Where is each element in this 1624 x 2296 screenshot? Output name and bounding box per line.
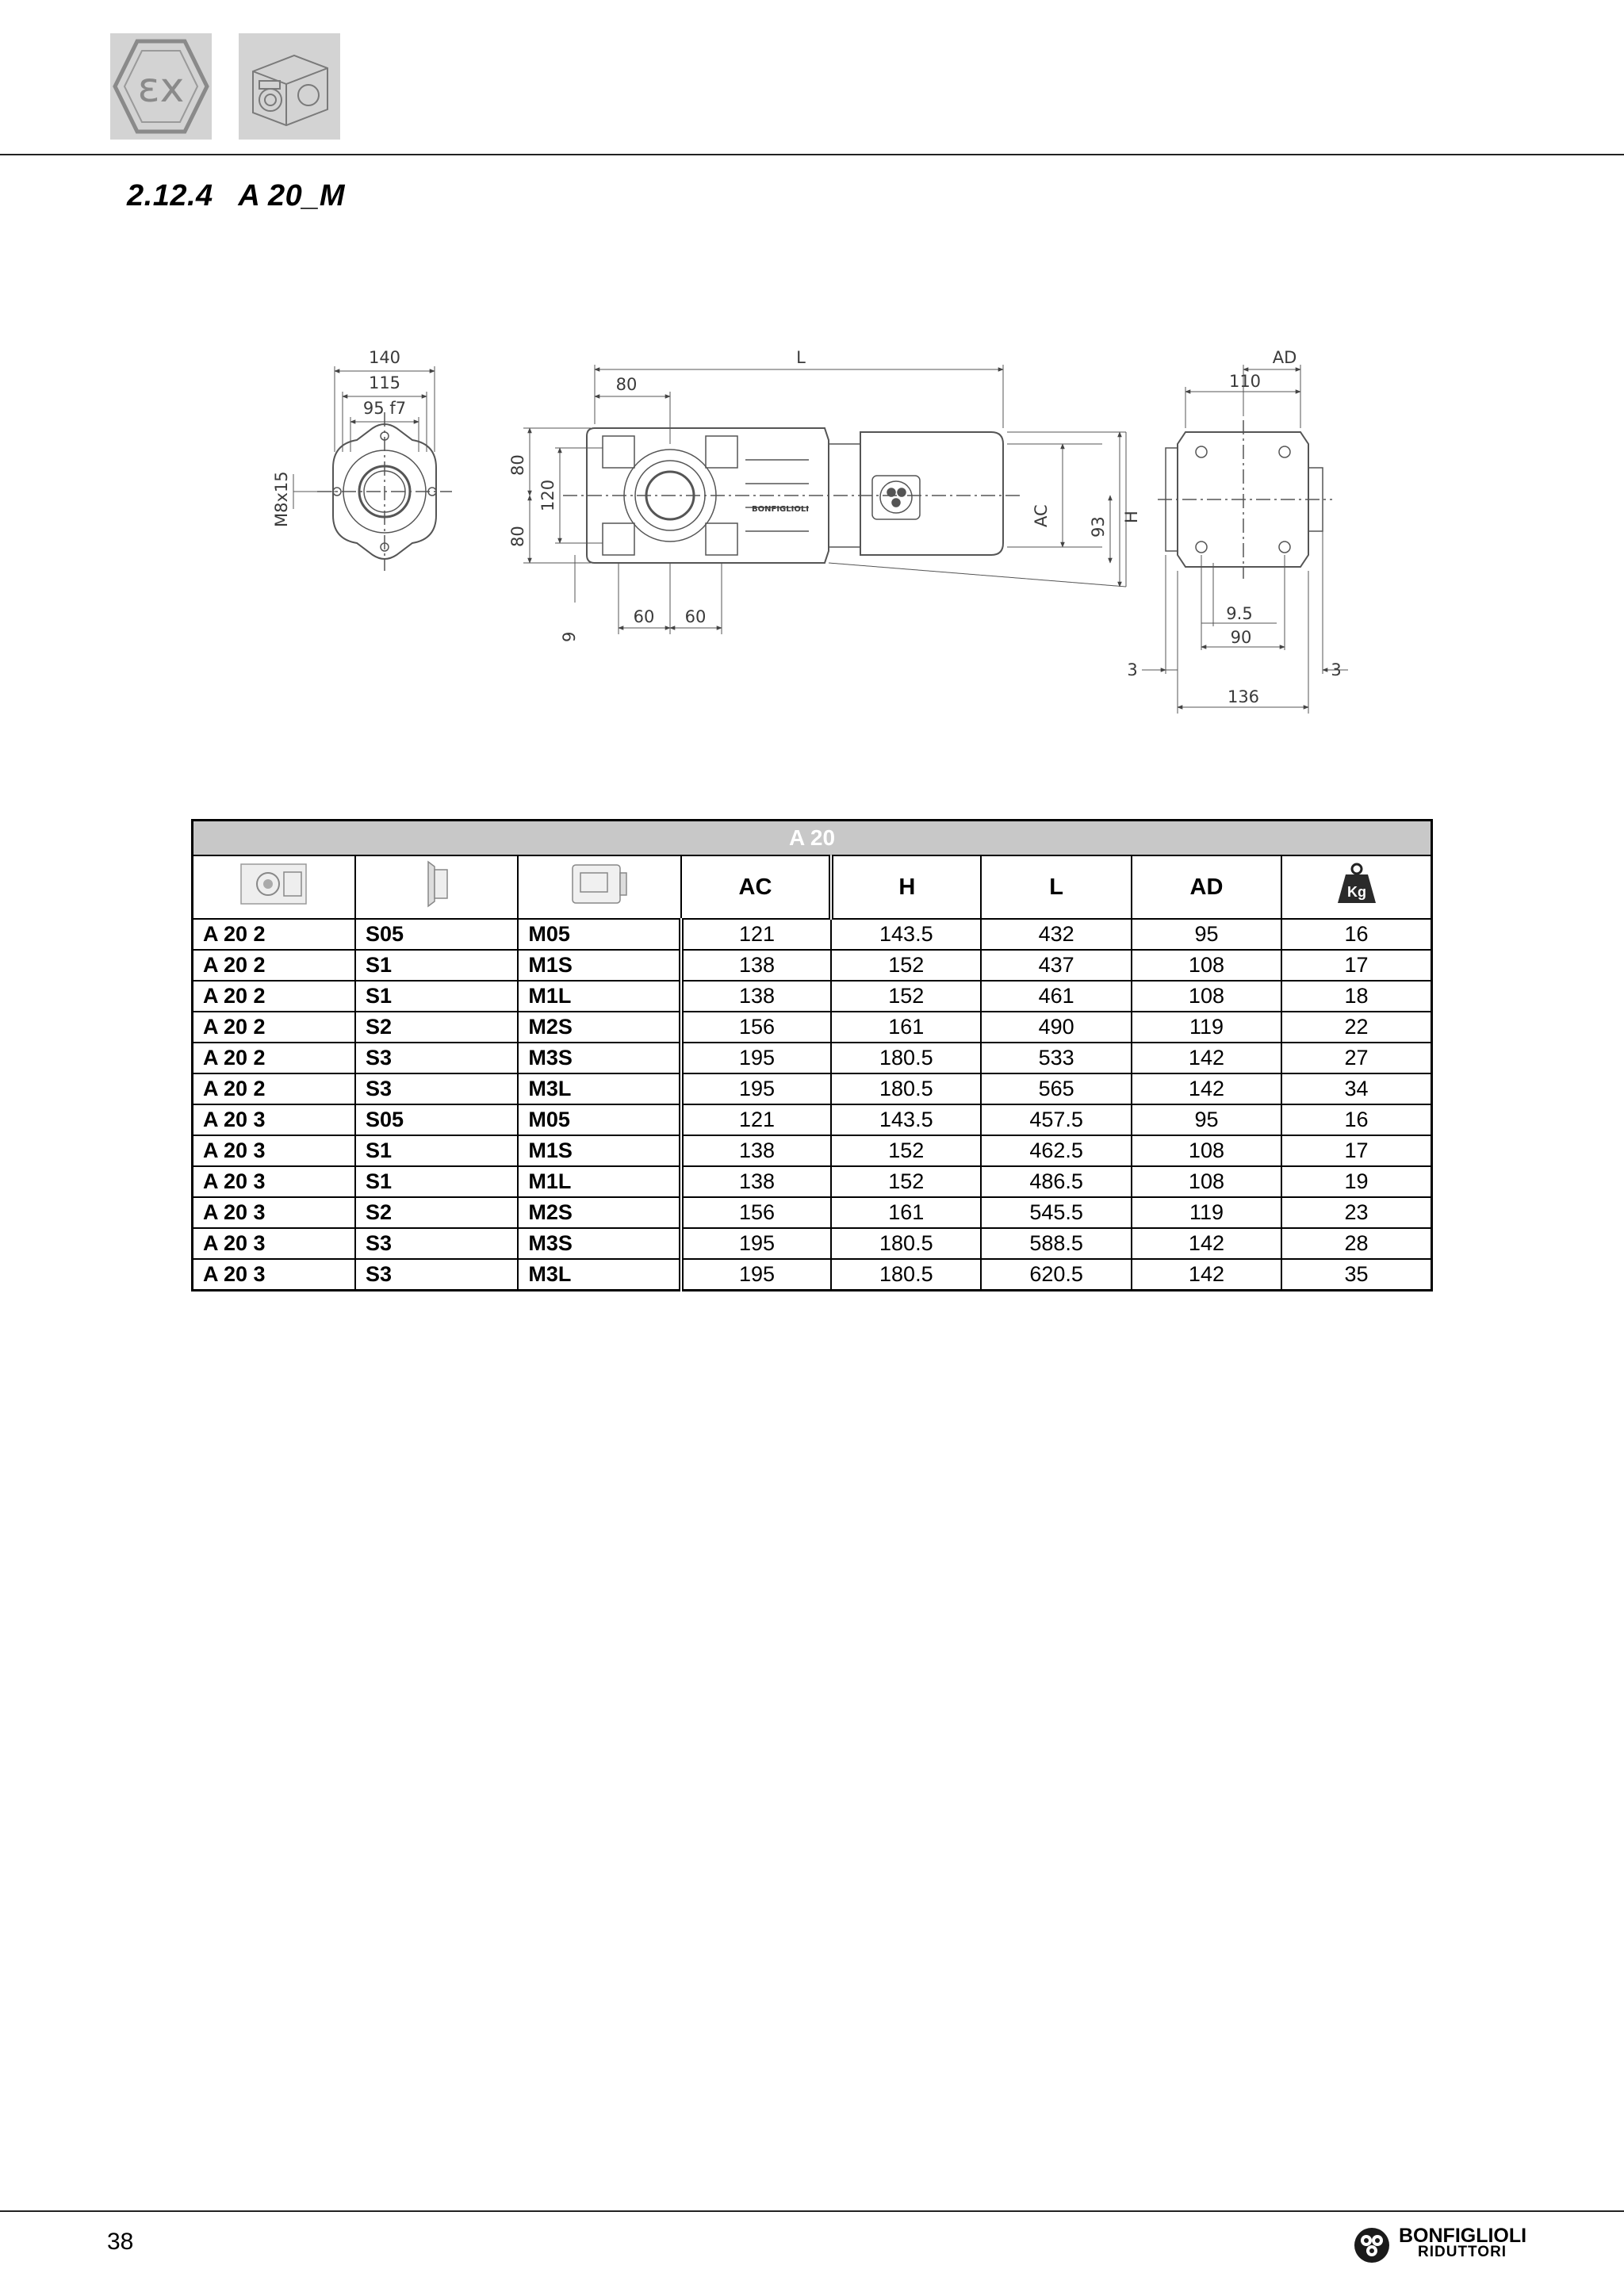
dimensions-table [191,819,1433,1292]
ad-cell: 108 [1132,1166,1281,1197]
dim-110-label: 110 [1228,372,1262,391]
dim-95-label: 95 f7 [362,399,407,418]
flange-cell: S05 [355,919,518,950]
table-row [193,1012,1432,1043]
ac-cell: 138 [681,981,831,1012]
flange-cell: S1 [355,950,518,981]
l-cell: 486.5 [981,1166,1131,1197]
ad-cell: 142 [1132,1043,1281,1073]
table-row [193,1043,1432,1073]
dim-60a-label: 60 [633,607,655,626]
motor-cell: M1L [518,1166,680,1197]
weight-cell: 23 [1281,1197,1431,1228]
motor-cell: M2S [518,1012,680,1043]
size-cell: A 20 3 [193,1228,355,1259]
dim-AD-label: AD [1272,348,1297,367]
motor-cell: M3S [518,1043,680,1073]
motor-cell: M05 [518,919,680,950]
table-row [193,950,1432,981]
ad-cell: 142 [1132,1073,1281,1104]
table-title: A 20 [193,821,1432,856]
header-rule [0,154,1624,155]
h-cell: 152 [831,981,981,1012]
size-cell: A 20 3 [193,1135,355,1166]
section-name: A 20_M [238,179,346,212]
dim-3-right-label: 3 [1331,660,1342,679]
l-cell: 620.5 [981,1259,1131,1291]
ac-cell: 195 [681,1259,831,1291]
dim-115-label: 115 [368,373,401,392]
ac-cell: 121 [681,919,831,950]
table-row [193,1135,1432,1166]
weight-cell: 22 [1281,1012,1431,1043]
weight-cell: 17 [1281,950,1431,981]
flange-cell: S05 [355,1104,518,1135]
size-cell: A 20 2 [193,1012,355,1043]
header-AD: AD [1132,855,1281,919]
l-cell: 462.5 [981,1135,1131,1166]
weight-cell: 19 [1281,1166,1431,1197]
size-cell: A 20 2 [193,950,355,981]
dim-140-label: 140 [368,348,401,367]
flange-cell: S1 [355,1166,518,1197]
weight-cell: 28 [1281,1228,1431,1259]
motor-icon [518,855,680,919]
ad-cell: 108 [1132,950,1281,981]
h-cell: 161 [831,1012,981,1043]
ad-cell: 142 [1132,1259,1281,1291]
brand-plate-label: BONFIGLIOLI [752,505,809,514]
ac-cell: 121 [681,1104,831,1135]
h-cell: 152 [831,950,981,981]
dim-80-upper-label: 80 [508,454,527,476]
dim-90-label: 90 [1230,628,1252,647]
h-cell: 180.5 [831,1073,981,1104]
h-cell: 152 [831,1166,981,1197]
motor-cell: M3S [518,1228,680,1259]
table-row [193,1228,1432,1259]
motor-cell: M05 [518,1104,680,1135]
h-cell: 180.5 [831,1228,981,1259]
size-cell: A 20 2 [193,919,355,950]
front-view [293,366,452,571]
ac-cell: 138 [681,950,831,981]
weight-cell: 27 [1281,1043,1431,1073]
ad-cell: 119 [1132,1197,1281,1228]
svg-text:εx: εx [137,64,185,112]
ex-atex-icon [110,33,212,140]
motor-cell: M3L [518,1073,680,1104]
ac-cell: 156 [681,1012,831,1043]
dim-9-label: 9 [560,631,579,642]
dim-136-label: 136 [1227,687,1260,706]
ac-cell: 195 [681,1043,831,1073]
gearmotor-icon [239,33,340,140]
size-cell: A 20 2 [193,1043,355,1073]
dim-H-label: H [1122,511,1141,523]
weight-icon-label: Kg [1346,884,1366,900]
page-number: 38 [107,2229,134,2255]
l-cell: 437 [981,950,1131,981]
header-L: L [981,855,1131,919]
brand-sub: RIDUTTORI [1418,2244,1507,2260]
ad-cell: 108 [1132,981,1281,1012]
dim-93-label: 93 [1089,516,1108,538]
header-AC: AC [681,855,831,919]
ac-cell: 195 [681,1228,831,1259]
ad-cell: 108 [1132,1135,1281,1166]
dim-9-5-label: 9.5 [1226,604,1253,623]
h-cell: 143.5 [831,1104,981,1135]
l-cell: 432 [981,919,1131,950]
section-title [127,179,345,213]
dim-80-lower-label: 80 [508,526,527,547]
technical-drawing [254,333,1396,721]
h-cell: 143.5 [831,919,981,950]
size-cell: A 20 3 [193,1104,355,1135]
weight-icon [1281,855,1431,919]
brand-logo [1353,2225,1527,2264]
side-view [523,365,1126,634]
ad-cell: 119 [1132,1012,1281,1043]
dim-AC-label: AC [1032,504,1051,527]
ac-cell: 195 [681,1073,831,1104]
h-cell: 161 [831,1197,981,1228]
size-cell: A 20 3 [193,1197,355,1228]
flange-cell: S1 [355,981,518,1012]
table-row [193,1104,1432,1135]
ad-cell: 95 [1132,919,1281,950]
size-cell: A 20 2 [193,1073,355,1104]
table-row [193,1197,1432,1228]
weight-cell: 18 [1281,981,1431,1012]
h-cell: 152 [831,1135,981,1166]
flange-cell: S1 [355,1135,518,1166]
flange-cell: S3 [355,1228,518,1259]
gear-unit-icon [193,855,355,919]
l-cell: 490 [981,1012,1131,1043]
flange-cell: S2 [355,1012,518,1043]
l-cell: 565 [981,1073,1131,1104]
weight-cell: 17 [1281,1135,1431,1166]
flange-cell: S3 [355,1259,518,1291]
h-cell: 180.5 [831,1259,981,1291]
brand-mark-icon [1353,2226,1391,2264]
size-cell: A 20 3 [193,1166,355,1197]
flange-cell: S3 [355,1073,518,1104]
flange-cell: S2 [355,1197,518,1228]
l-cell: 533 [981,1043,1131,1073]
header-H: H [831,855,981,919]
h-cell: 180.5 [831,1043,981,1073]
l-cell: 545.5 [981,1197,1131,1228]
end-view [1142,365,1348,714]
motor-cell: M2S [518,1197,680,1228]
motor-cell: M3L [518,1259,680,1291]
section-number: 2.12.4 [127,179,213,212]
ac-cell: 156 [681,1197,831,1228]
dim-60b-label: 60 [684,607,707,626]
l-cell: 461 [981,981,1131,1012]
brand-name: BONFIGLIOLI [1399,2225,1527,2247]
weight-cell: 16 [1281,1104,1431,1135]
weight-cell: 16 [1281,919,1431,950]
motor-cell: M1S [518,950,680,981]
dim-3-left-label: 3 [1127,660,1138,679]
dim-80-top-label: 80 [615,375,638,394]
table-row [193,1259,1432,1291]
size-cell: A 20 3 [193,1259,355,1291]
ad-cell: 95 [1132,1104,1281,1135]
weight-cell: 34 [1281,1073,1431,1104]
ad-cell: 142 [1132,1228,1281,1259]
flange-cell: S3 [355,1043,518,1073]
table-row [193,981,1432,1012]
ac-cell: 138 [681,1135,831,1166]
weight-cell: 35 [1281,1259,1431,1291]
motor-cell: M1L [518,981,680,1012]
dim-L-label: L [796,348,806,367]
motor-cell: M1S [518,1135,680,1166]
l-cell: 588.5 [981,1228,1131,1259]
l-cell: 457.5 [981,1104,1131,1135]
table-row [193,1166,1432,1197]
size-cell: A 20 2 [193,981,355,1012]
footer-rule [0,2210,1624,2212]
dim-120-label: 120 [538,479,557,511]
flange-icon [355,855,518,919]
dim-thread-label: M8x15 [272,471,291,527]
table-row [193,1073,1432,1104]
ac-cell: 138 [681,1166,831,1197]
table-row [193,919,1432,950]
